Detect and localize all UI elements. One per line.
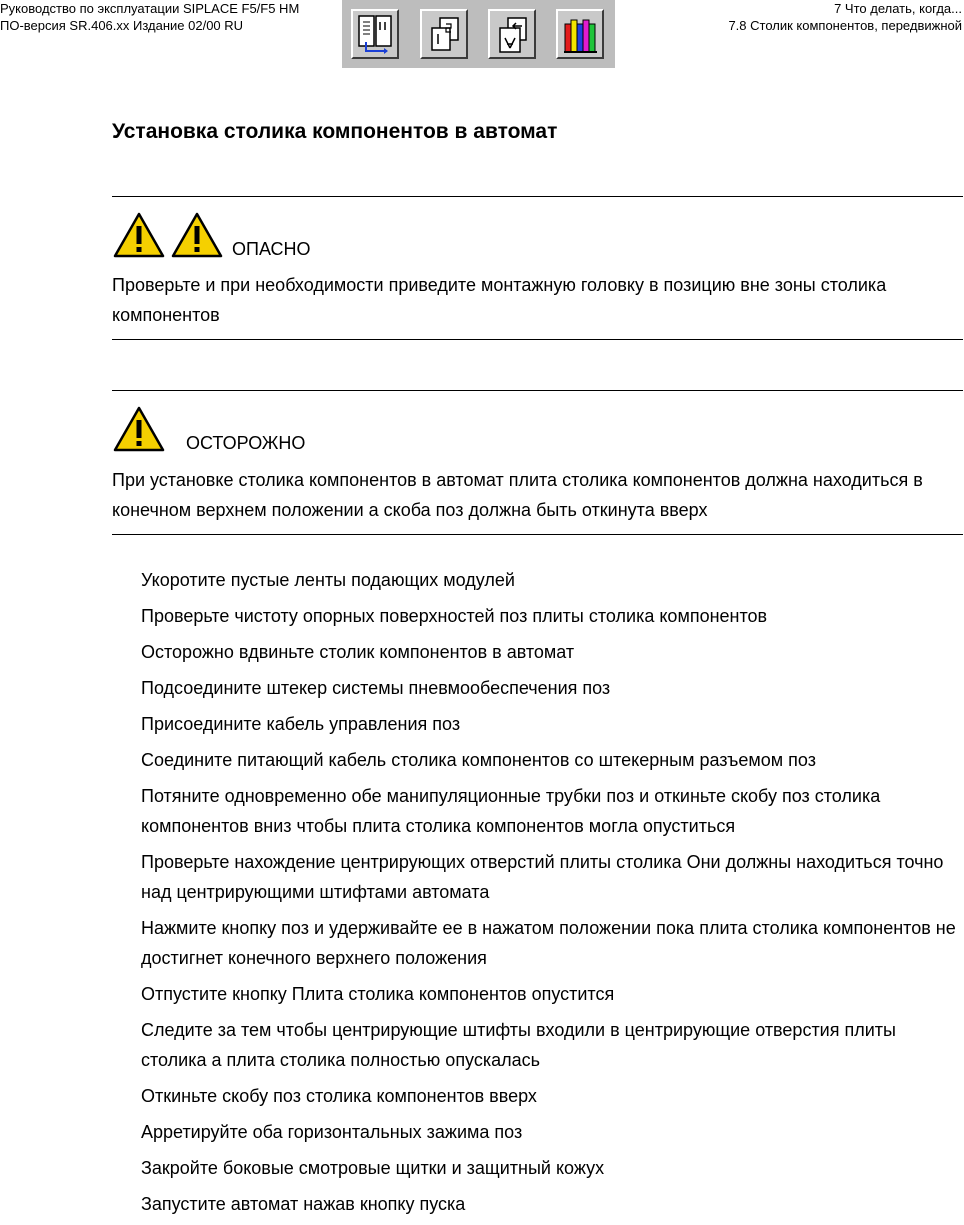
danger-label: ОПАСНО: [232, 239, 311, 259]
list-item: Потяните одновременно обе манипуляционные трубки поз и откиньте скобу поз столика компонентов вниз чтобы плита столика компонентов могла опуститься: [141, 786, 881, 836]
procedure-steps: [141, 565, 956, 1225]
list-item: Следите за тем чтобы центрирующие штифты входили в центрирующие отверстия плиты столика а плита столика полностью опускалась: [141, 1020, 896, 1070]
library-books-icon: [562, 14, 600, 56]
warning-triangle-icon: [112, 211, 166, 259]
list-item: Укоротите пустые ленты подающих модулей: [141, 570, 515, 590]
list-item: Проверьте чистоту опорных поверхностей поз плиты столика компонентов: [141, 606, 768, 626]
header-right: [728, 0, 962, 34]
contents-button[interactable]: [351, 9, 399, 59]
software-version: ПО-версия SR.406.xx Издание 02/00 RU: [0, 18, 244, 33]
list-item: Присоедините кабель управления поз: [141, 714, 461, 734]
warning-triangle-icon: [112, 405, 166, 453]
list-item: Нажмите кнопку поз и удерживайте ее в нажатом положении пока плита столика компонентов не достигнет конечного верхнего положения: [141, 918, 956, 968]
caution-text: При установке столика компонентов в автомат плита столика компонентов должна находиться в конечном верхнем положении а скоба поз должна быть откинута вверх: [112, 470, 923, 520]
caution-label: ОСТОРОЖНО: [186, 433, 306, 453]
list-item: Откиньте скобу поз столика компонентов вверх: [141, 1086, 537, 1106]
navigation-toolbar: [342, 0, 615, 68]
list-item: Подсоедините штекер системы пневмообеспечения поз: [141, 678, 611, 698]
manual-title: Руководство по эксплуатации SIPLACE F5/F5 HM: [0, 1, 300, 16]
list-item: Закройте боковые смотровые щитки и защитный кожух: [141, 1158, 605, 1178]
pages-icon: [426, 14, 464, 56]
caution-heading: [112, 405, 305, 453]
list-item: Проверьте нахождение центрирующих отверстий плиты столика Они должны находиться точно над центрирующими штифтами автомата: [141, 852, 944, 902]
list-item: Соедините питающий кабель столика компонентов со штекерным разъемом поз: [141, 750, 816, 770]
search-icon: [494, 14, 532, 56]
divider: [112, 339, 963, 340]
list-item: Арретируйте оба горизонтальных зажима поз: [141, 1122, 523, 1142]
header-left: [0, 0, 299, 34]
divider: [112, 390, 963, 391]
library-button[interactable]: [556, 9, 604, 59]
pages-button[interactable]: [420, 9, 468, 59]
section-title: 7.8 Столик компонентов, передвижной: [728, 18, 962, 33]
warning-triangle-icon: [170, 211, 224, 259]
chapter-title: 7 Что делать, когда...: [834, 1, 962, 16]
contents-icon: [357, 14, 395, 56]
danger-text: Проверьте и при необходимости приведите монтажную головку в позицию вне зоны столика компонентов: [112, 275, 887, 325]
list-item: Осторожно вдвиньте столик компонентов в автомат: [141, 642, 575, 662]
danger-heading: [112, 211, 311, 259]
list-item: Отпустите кнопку Плита столика компонентов опустится: [141, 984, 615, 1004]
page-title: Установка столика компонентов в автомат: [112, 120, 558, 143]
divider: [112, 196, 963, 197]
divider: [112, 534, 963, 535]
search-button[interactable]: [488, 9, 536, 59]
list-item: Запустите автомат нажав кнопку пуска: [141, 1194, 466, 1214]
